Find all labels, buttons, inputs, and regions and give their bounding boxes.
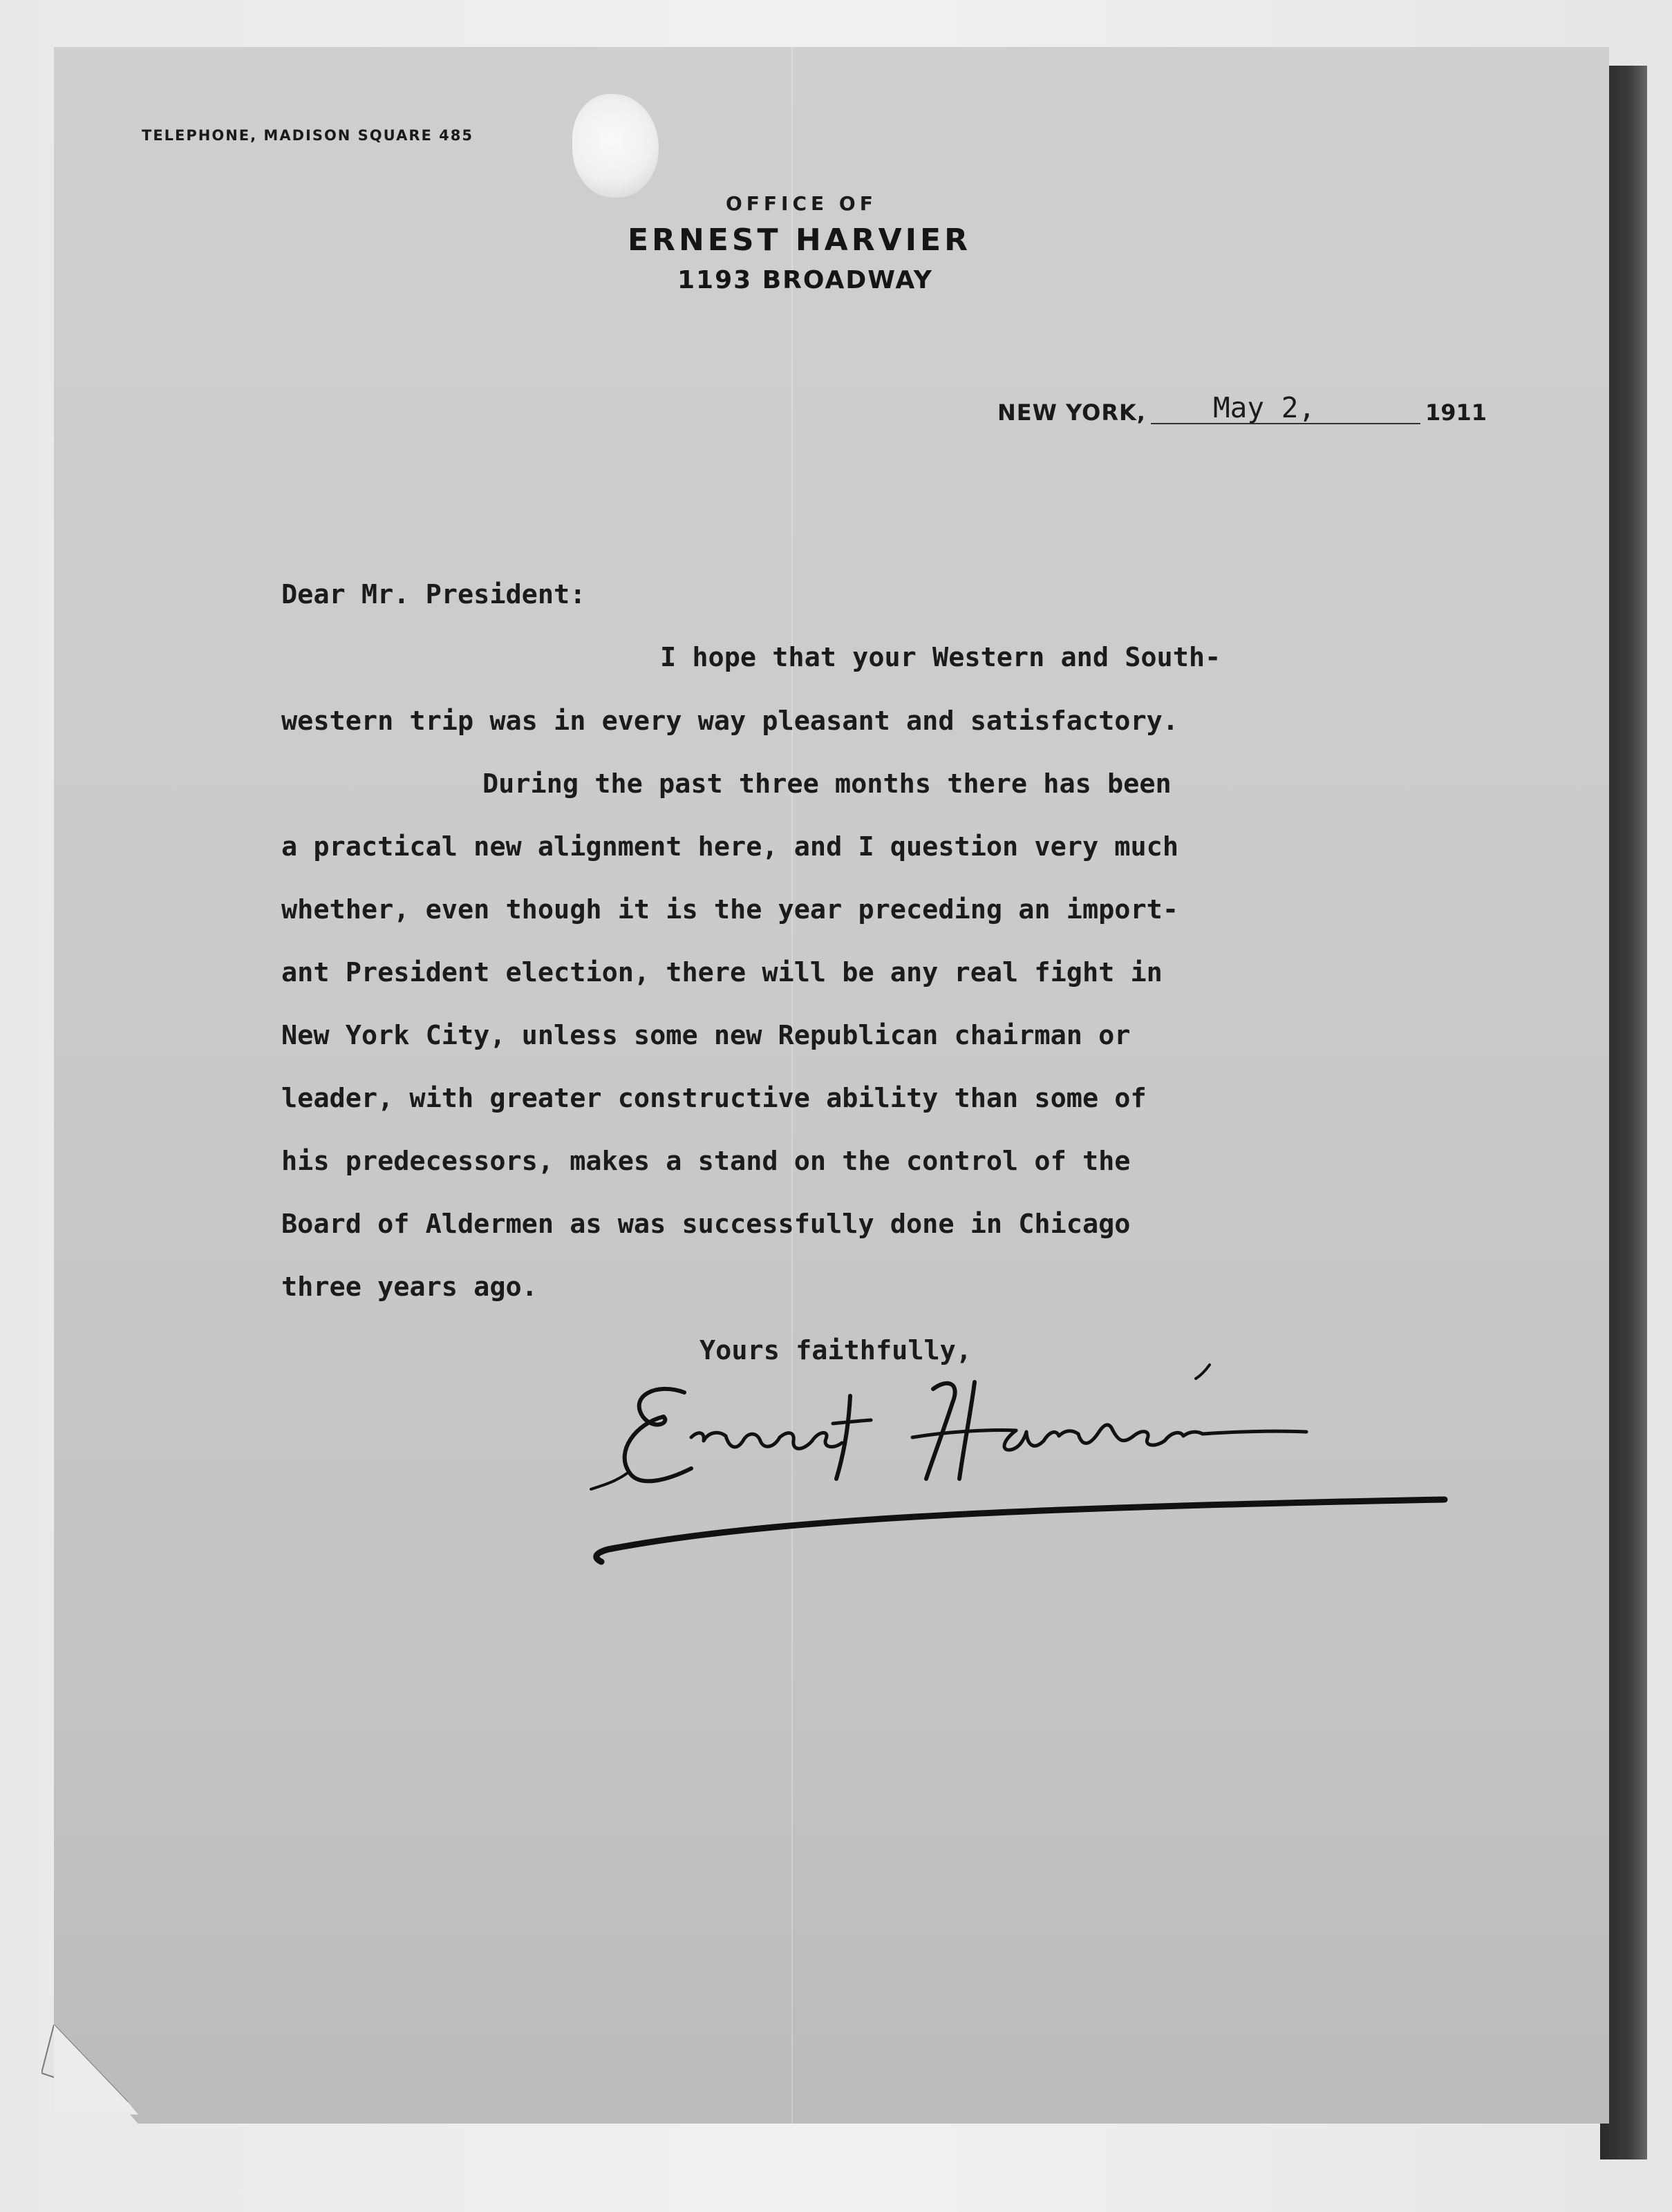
body-line-9: his predecessors, makes a stand on the control of the <box>281 1146 1131 1177</box>
body-line-5: whether, even though it is the year preceding an import- <box>281 894 1179 925</box>
telephone-line: TELEPHONE, MADISON SQUARE 485 <box>142 127 473 144</box>
handwritten-signature <box>588 1354 1486 1589</box>
body-line-8: leader, with greater constructive ability than some of <box>281 1083 1147 1114</box>
letterhead-name: ERNEST HARVIER <box>628 223 971 258</box>
body-line-3: During the past three months there has been <box>482 768 1172 800</box>
closing: Yours faithfully, <box>699 1335 973 1366</box>
dateline-date: May 2, <box>1213 391 1316 424</box>
dateline-place: NEW YORK, <box>997 399 1146 426</box>
body-line-6: ant President election, there will be any real fight in <box>281 957 1163 988</box>
body-line-4: a practical new alignment here, and I question very much <box>281 831 1179 862</box>
body-line-2: western trip was in every way pleasant and satisfactory. <box>281 706 1179 737</box>
folded-corner <box>41 2025 138 2115</box>
salutation: Dear Mr. President: <box>281 579 586 610</box>
body-line-11: three years ago. <box>281 1272 538 1303</box>
body-line-1: I hope that your Western and South- <box>660 642 1221 673</box>
letterhead-address: 1193 BROADWAY <box>677 266 933 294</box>
letterhead-office-of: OFFICE OF <box>726 192 877 215</box>
body-line-10: Board of Aldermen as was successfully done in Chicago <box>281 1209 1131 1240</box>
dateline-year: 1911 <box>1425 399 1487 426</box>
body-line-7: New York City, unless some new Republican chairman or <box>281 1020 1131 1051</box>
